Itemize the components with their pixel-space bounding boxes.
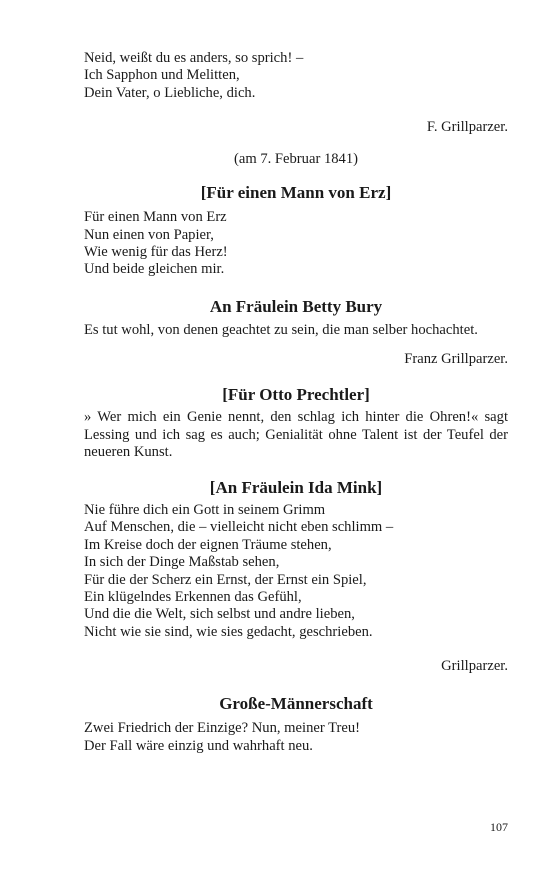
verse-line: Und beide gleichen mir. [84, 261, 225, 278]
page-body [84, 50, 508, 755]
verse-line: Dein Vater, o Liebliche, dich. [84, 84, 256, 101]
verse-line: Ein klügelndes Erkennen das Gefühl, [84, 589, 302, 606]
poem-2 [84, 209, 508, 279]
section-title: [Für Otto Prechtler] [222, 385, 370, 405]
prose-paragraph: » Wer mich ein Genie nennt, den schlag ich hinter die Ohren!« sagt Lessing und ich sag es auch; Genialität ohne Talent ist der Teufel der neueren Kunst. [84, 409, 508, 461]
poem-6 [84, 720, 508, 755]
verse-line: Zwei Friedrich der Einzige? Nun, meiner Treu! [84, 720, 360, 737]
date-line: (am 7. Februar 1841) [233, 151, 358, 168]
verse-line: Für einen Mann von Erz [84, 209, 227, 226]
verse-line: Nie führe dich ein Gott in seinem Grimm [84, 502, 326, 519]
section-title: Große-Männerschaft [219, 694, 373, 714]
verse-line: Wie wenig für das Herz! [84, 244, 228, 261]
verse-line: Nicht wie sie sind, wie sies gedacht, geschrieben. [84, 623, 373, 640]
verse-line: In sich der Dinge Maßstab sehen, [84, 554, 280, 571]
section-title: [An Fräulein Ida Mink] [209, 478, 383, 498]
page-number: 107 [490, 820, 508, 834]
verse-line: Neid, weißt du es anders, so sprich! – [84, 50, 304, 66]
verse-line: Der Fall wäre einzig und wahrhaft neu. [84, 737, 313, 754]
poem-1 [84, 50, 508, 102]
signature: Franz Grillparzer. [404, 351, 508, 368]
prose-line: Es tut wohl, von denen geachtet zu sein, die man selber hochachtet. [84, 321, 478, 338]
verse-line: Auf Menschen, die – vielleicht nicht eben schlimm – [84, 519, 394, 536]
poem-5 [84, 502, 508, 641]
signature: Grillparzer. [441, 658, 508, 675]
section-title: An Fräulein Betty Bury [209, 296, 383, 316]
verse-line: Für die der Scherz ein Ernst, der Ernst ein Spiel, [84, 571, 367, 588]
verse-line: Ich Sapphon und Melitten, [84, 67, 240, 84]
section-title: [Für einen Mann von Erz] [200, 183, 392, 203]
verse-line: Nun einen von Papier, [84, 226, 214, 243]
verse-line: Im Kreise doch der eignen Träume stehen, [84, 536, 332, 553]
verse-line: Und die die Welt, sich selbst und andre lieben, [84, 606, 355, 623]
signature: F. Grillparzer. [426, 119, 508, 136]
